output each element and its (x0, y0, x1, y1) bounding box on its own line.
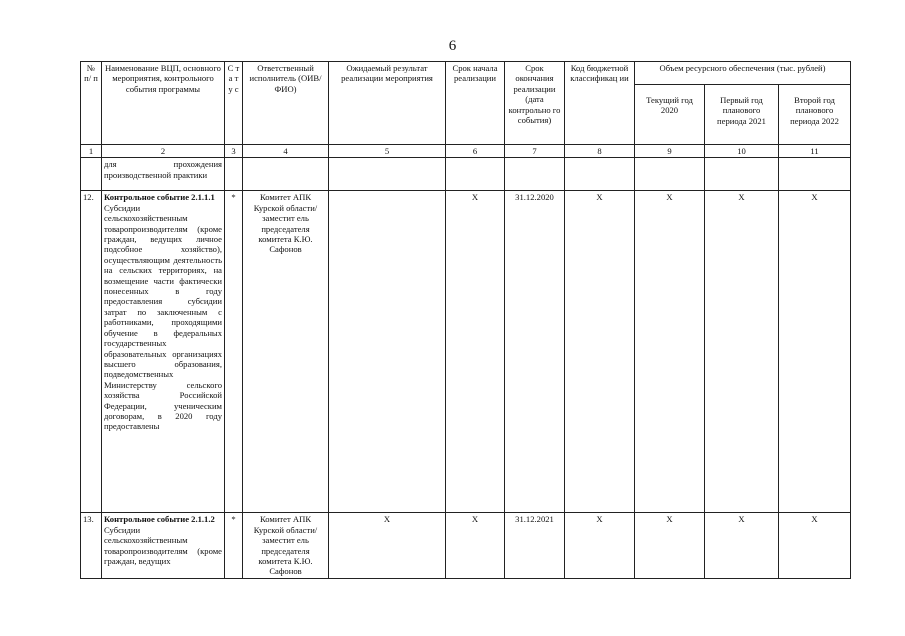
row-number: 12. (81, 191, 102, 513)
row-executor (243, 158, 329, 191)
row-2020: X (635, 191, 705, 513)
header-col-2021: Первый год планового периода 2021 (705, 85, 779, 145)
table-row (81, 513, 851, 578)
row-end: 31.12.2021 (505, 513, 565, 578)
row-result (329, 191, 446, 513)
row-name-body: Субсидии сельскохозяйственным товаропроизводителям (кроме граждан, ведущих личное подсобное хозяйство), осуществляющим деятельность на сельских территориях, на возмещение части фактически понесенных в году предоставления субсидии затрат по заключенным с работниками, проходящими обучение в федеральных государственных образовательных организациях высшего образования, подведомственных Министерству сельского хозяйства Российской Федерации, ученическим договорам, в 2020 году предоставлены (104, 202, 222, 432)
header-col-result: Ожидаемый результат реализации мероприятия (329, 62, 446, 145)
row-start (446, 158, 505, 191)
row-start: X (446, 513, 505, 578)
row-name-title: Контрольное событие 2.1.1.2 (104, 514, 215, 525)
page-number: 6 (448, 38, 457, 54)
row-2021: X (705, 513, 779, 578)
column-number: 10 (705, 145, 779, 158)
row-result (329, 158, 446, 191)
column-number: 7 (505, 145, 565, 158)
table-row (81, 158, 851, 191)
row-2021: X (705, 191, 779, 513)
column-number: 1 (81, 145, 102, 158)
row-code: X (565, 191, 635, 513)
row-2021 (705, 158, 779, 191)
column-number-row (81, 145, 851, 158)
row-name (102, 158, 225, 191)
header-col-name: Наименование ВЦП, основного мероприятия, контрольного события программы (102, 62, 225, 145)
column-number: 4 (243, 145, 329, 158)
column-number: 8 (565, 145, 635, 158)
resource-table (80, 61, 851, 579)
row-status: * (225, 191, 243, 513)
row-2020: X (635, 513, 705, 578)
header-col-end: Срок окончания реализации (дата контрольно го события) (505, 62, 565, 145)
row-start: X (446, 191, 505, 513)
header-col-status: С т а т у с (225, 62, 243, 145)
row-2022: X (779, 191, 851, 513)
row-result: X (329, 513, 446, 578)
row-name-title: Контрольное событие 2.1.1.1 (104, 192, 215, 203)
table-row (81, 191, 851, 513)
row-name-body: для прохождения производственной практики (104, 159, 222, 180)
header-col-start: Срок начала реализации (446, 62, 505, 145)
row-2022: X (779, 513, 851, 578)
header-col-2022: Второй год планового периода 2022 (779, 85, 851, 145)
header-col-number: № п/ п (81, 62, 102, 145)
column-number: 6 (446, 145, 505, 158)
row-name (102, 513, 225, 578)
header-col-executor: Ответственный исполнитель (ОИВ/ФИО) (243, 62, 329, 145)
row-code (565, 158, 635, 191)
row-name-body: Субсидии сельскохозяйственным товаропроизводителям (кроме граждан, ведущих (104, 524, 222, 567)
row-executor: Комитет АПК Курской области/заместит ель председателя комитета К.Ю. Сафонов (243, 191, 329, 513)
row-status: * (225, 513, 243, 578)
row-end (505, 158, 565, 191)
column-number: 11 (779, 145, 851, 158)
row-status (225, 158, 243, 191)
header-row-1 (81, 62, 851, 85)
column-number: 2 (102, 145, 225, 158)
row-executor: Комитет АПК Курской области/заместит ель председателя комитета К.Ю. Сафонов (243, 513, 329, 578)
column-number: 5 (329, 145, 446, 158)
row-number: 13. (81, 513, 102, 578)
row-number (81, 158, 102, 191)
header-col-code: Код бюджетной классификац ии (565, 62, 635, 145)
row-2020 (635, 158, 705, 191)
column-number: 3 (225, 145, 243, 158)
header-col-2020: Текущий год 2020 (635, 85, 705, 145)
row-2022 (779, 158, 851, 191)
row-end: 31.12.2020 (505, 191, 565, 513)
column-number: 9 (635, 145, 705, 158)
header-group-resources: Объем ресурсного обеспечения (тыс. рублей) (635, 62, 851, 85)
row-code: X (565, 513, 635, 578)
row-name (102, 191, 225, 513)
